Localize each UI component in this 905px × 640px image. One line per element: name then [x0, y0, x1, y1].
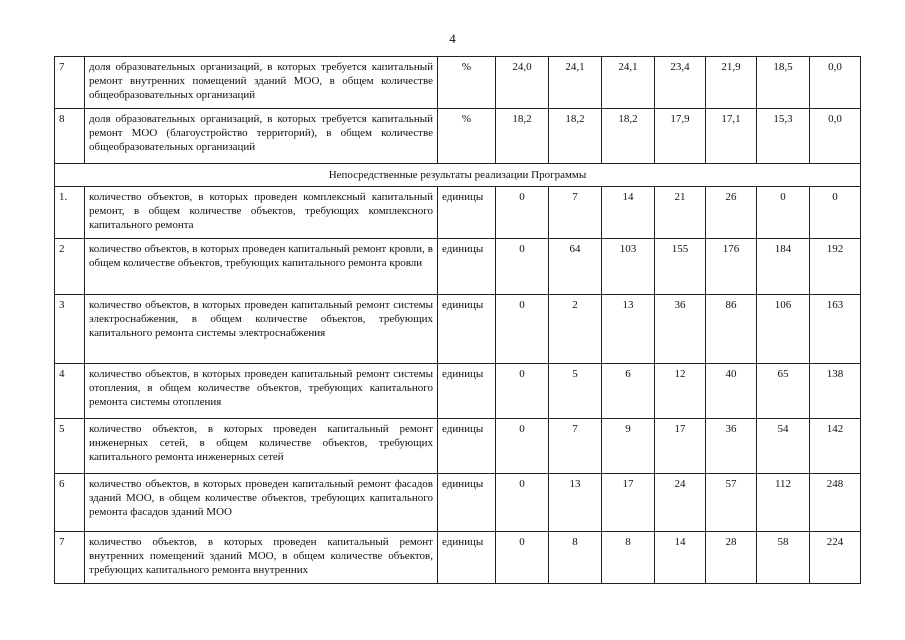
value-cell: 142	[810, 419, 861, 474]
row-number: 7	[55, 532, 85, 584]
indicators-table	[54, 56, 861, 584]
value-cell: 18,2	[602, 109, 655, 164]
value-cell: 7	[549, 187, 602, 239]
row-number: 5	[55, 419, 85, 474]
indicator-description: количество объектов, в которых проведен комплексный капитальный ремонт, в общем количестве объектов, требующих комплексного капитального ремонта	[85, 187, 438, 239]
value-cell: 103	[602, 239, 655, 295]
unit-cell: %	[438, 57, 496, 109]
value-cell: 18,2	[496, 109, 549, 164]
value-cell: 9	[602, 419, 655, 474]
value-cell: 155	[655, 239, 706, 295]
table-row	[55, 474, 861, 532]
value-cell: 14	[602, 187, 655, 239]
value-cell: 17	[655, 419, 706, 474]
page-number: 4	[449, 31, 456, 46]
unit-cell: единицы	[438, 419, 496, 474]
value-cell: 0	[496, 364, 549, 419]
value-cell: 17,1	[706, 109, 757, 164]
value-cell: 40	[706, 364, 757, 419]
indicator-description: количество объектов, в которых проведен капитальный ремонт системы отопления, в общем количестве объектов, требующих капитального ремонта системы отопления	[85, 364, 438, 419]
row-number: 7	[55, 57, 85, 109]
unit-cell: единицы	[438, 532, 496, 584]
value-cell: 112	[757, 474, 810, 532]
value-cell: 163	[810, 295, 861, 364]
value-cell: 21,9	[706, 57, 757, 109]
value-cell: 24,0	[496, 57, 549, 109]
value-cell: 0	[496, 532, 549, 584]
value-cell: 138	[810, 364, 861, 419]
value-cell: 23,4	[655, 57, 706, 109]
value-cell: 14	[655, 532, 706, 584]
row-number: 3	[55, 295, 85, 364]
row-number: 8	[55, 109, 85, 164]
value-cell: 54	[757, 419, 810, 474]
value-cell: 0	[810, 187, 861, 239]
indicator-description: количество объектов, в которых проведен капитальный ремонт инженерных сетей, в общем количестве объектов, требующих капитального ремонта инженерных сетей	[85, 419, 438, 474]
value-cell: 36	[706, 419, 757, 474]
value-cell: 0	[496, 295, 549, 364]
unit-cell: единицы	[438, 239, 496, 295]
table-row	[55, 532, 861, 584]
unit-cell: единицы	[438, 187, 496, 239]
value-cell: 24,1	[602, 57, 655, 109]
value-cell: 24,1	[549, 57, 602, 109]
value-cell: 64	[549, 239, 602, 295]
row-number: 4	[55, 364, 85, 419]
indicator-description: доля образовательных организаций, в которых требуется капитальный ремонт внутренних помещений зданий МОО, в общем количестве общеобразовательных организаций	[85, 57, 438, 109]
table-row	[55, 57, 861, 109]
row-number: 6	[55, 474, 85, 532]
value-cell: 8	[602, 532, 655, 584]
value-cell: 17,9	[655, 109, 706, 164]
value-cell: 184	[757, 239, 810, 295]
unit-cell: единицы	[438, 364, 496, 419]
value-cell: 0,0	[810, 109, 861, 164]
unit-cell: единицы	[438, 474, 496, 532]
unit-cell: единицы	[438, 295, 496, 364]
value-cell: 26	[706, 187, 757, 239]
value-cell: 5	[549, 364, 602, 419]
value-cell: 13	[602, 295, 655, 364]
value-cell: 18,2	[549, 109, 602, 164]
value-cell: 0	[496, 187, 549, 239]
value-cell: 8	[549, 532, 602, 584]
section-header-row	[55, 164, 861, 187]
value-cell: 2	[549, 295, 602, 364]
value-cell: 106	[757, 295, 810, 364]
value-cell: 12	[655, 364, 706, 419]
table-row	[55, 419, 861, 474]
table-row	[55, 187, 861, 239]
value-cell: 24	[655, 474, 706, 532]
value-cell: 6	[602, 364, 655, 419]
indicator-description: количество объектов, в которых проведен капитальный ремонт кровли, в общем количестве объектов, требующих капитального ремонта кровли	[85, 239, 438, 295]
value-cell: 0	[496, 474, 549, 532]
row-number: 1.	[55, 187, 85, 239]
value-cell: 15,3	[757, 109, 810, 164]
value-cell: 192	[810, 239, 861, 295]
indicator-description: количество объектов, в которых проведен капитальный ремонт фасадов зданий МОО, в общем количестве объектов, требующих капитального ремонта фасадов зданий МОО	[85, 474, 438, 532]
value-cell: 13	[549, 474, 602, 532]
value-cell: 0,0	[810, 57, 861, 109]
table-row	[55, 364, 861, 419]
value-cell: 176	[706, 239, 757, 295]
value-cell: 0	[496, 419, 549, 474]
indicator-description: количество объектов, в которых проведен капитальный ремонт внутренних помещений зданий МОО, в общем количестве объектов, требующих капитального ремонта внутренних	[85, 532, 438, 584]
indicator-description: доля образовательных организаций, в которых требуется капитальный ремонт МОО (благоустройство территорий), в общем количестве общеобразовательных организаций	[85, 109, 438, 164]
row-number: 2	[55, 239, 85, 295]
value-cell: 57	[706, 474, 757, 532]
value-cell: 0	[757, 187, 810, 239]
table-row	[55, 239, 861, 295]
table-row	[55, 295, 861, 364]
indicator-description: количество объектов, в которых проведен капитальный ремонт системы электроснабжения, в общем количестве объектов, требующих капитального ремонта системы электроснабжения	[85, 295, 438, 364]
value-cell: 36	[655, 295, 706, 364]
value-cell: 21	[655, 187, 706, 239]
value-cell: 17	[602, 474, 655, 532]
value-cell: 28	[706, 532, 757, 584]
value-cell: 58	[757, 532, 810, 584]
value-cell: 86	[706, 295, 757, 364]
value-cell: 18,5	[757, 57, 810, 109]
value-cell: 0	[496, 239, 549, 295]
value-cell: 65	[757, 364, 810, 419]
unit-cell: %	[438, 109, 496, 164]
value-cell: 224	[810, 532, 861, 584]
section-title: Непосредственные результаты реализации Программы	[55, 164, 861, 187]
value-cell: 7	[549, 419, 602, 474]
table-row	[55, 109, 861, 164]
value-cell: 248	[810, 474, 861, 532]
